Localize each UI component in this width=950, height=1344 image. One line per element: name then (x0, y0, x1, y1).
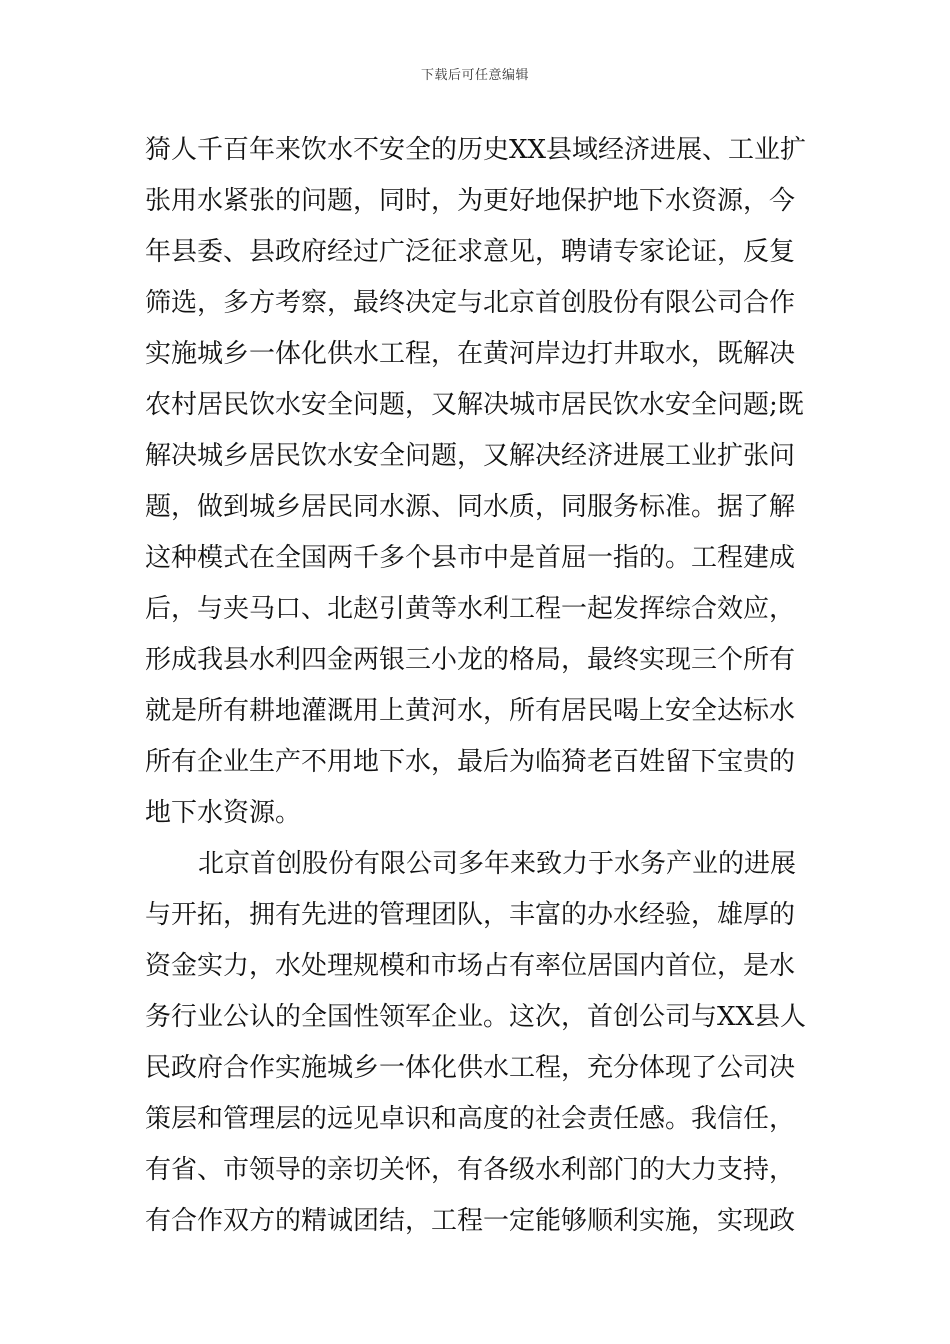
paragraph-2 (145, 839, 811, 1247)
text-line: 后，与夹马口、北赵引黄等水利工程一起发挥综合效应， (145, 594, 796, 624)
text-line: 务行业公认的全国性领军企业。这次，首创公司与XX县人 (145, 1002, 807, 1032)
text-line: 有省、市领导的亲切关怀，有各级水利部门的大力支持， (145, 1155, 796, 1185)
text-line: 张用水紧张的问题，同时，为更好地保护地下水资源，今 (145, 186, 796, 216)
text-line: 与开拓，拥有先进的管理团队，丰富的办水经验，雄厚的 (145, 900, 796, 930)
text-line: 所有企业生产不用地下水，最后为临猗老百姓留下宝贵的 (145, 747, 796, 777)
paragraph-1 (145, 125, 811, 839)
text-line: 民政府合作实施城乡一体化供水工程，充分体现了公司决 (145, 1053, 796, 1083)
text-line: 北京首创股份有限公司多年来致力于水务产业的进展 (198, 849, 797, 879)
text-line: 资金实力，水处理规模和市场占有率位居国内首位，是水 (145, 951, 796, 981)
text-line: 筛选，多方考察，最终决定与北京首创股份有限公司合作 (145, 288, 796, 318)
text-line: 策层和管理层的远见卓识和高度的社会责任感。我信任， (145, 1104, 796, 1134)
text-line: 这种模式在全国两千多个县市中是首屈一指的。工程建成 (145, 543, 796, 573)
text-line: 就是所有耕地灌溉用上黄河水，所有居民喝上安全达标水 (145, 696, 796, 726)
text-line: 实施城乡一体化供水工程，在黄河岸边打井取水，既解决 (145, 339, 796, 369)
text-line: 农村居民饮水安全问题，又解决城市居民饮水安全问题;既 (145, 390, 804, 420)
document-body (145, 125, 811, 1247)
text-line: 年县委、县政府经过广泛征求意见，聘请专家论证，反复 (145, 237, 796, 267)
page-header: 下载后可任意编辑 (420, 68, 529, 83)
text-line: 地下水资源。 (145, 798, 302, 828)
text-line: 有合作双方的精诚团结，工程一定能够顺利实施，实现政 (145, 1206, 796, 1236)
text-line: 解决城乡居民饮水安全问题，又解决经济进展工业扩张问 (145, 441, 796, 471)
text-line: 题，做到城乡居民同水源、同水质，同服务标准。据了解 (145, 492, 796, 522)
text-line: 猗人千百年来饮水不安全的历史XX县域经济进展、工业扩 (145, 135, 807, 165)
text-line: 形成我县水利四金两银三小龙的格局，最终实现三个所有 (145, 645, 796, 675)
